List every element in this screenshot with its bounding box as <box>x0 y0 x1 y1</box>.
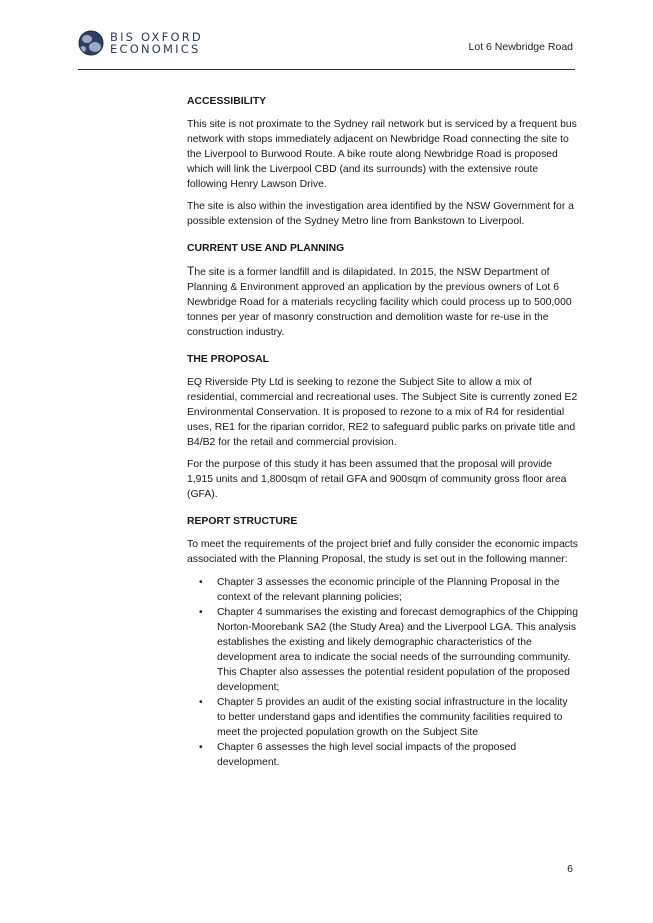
section-accessibility <box>187 95 579 229</box>
list-item <box>187 740 579 770</box>
list-item-text: Chapter 5 provides an audit of the existing social infrastructure in the locality to better understand gaps and identifies the community facilities required to meet the projected population growth on the Subject Site <box>217 697 568 738</box>
page-content <box>187 95 579 783</box>
report-structure-heading: REPORT STRUCTURE <box>187 516 298 527</box>
section-current-use <box>187 242 579 340</box>
current-use-paragraph <box>187 264 579 340</box>
header-title: Lot 6 Newbridge Road <box>468 41 573 53</box>
bullet-icon: • <box>199 697 203 708</box>
list-item-text: Chapter 6 assesses the high level social impacts of the proposed development. <box>217 742 517 768</box>
globe-logo-icon <box>78 30 104 56</box>
logo-line-2: ECONOMICS <box>110 42 201 56</box>
list-item <box>187 575 579 605</box>
list-item <box>187 695 579 740</box>
bis-oxford-logo <box>78 30 203 56</box>
proposal-heading: THE PROPOSAL <box>187 354 269 365</box>
section-proposal <box>187 353 579 502</box>
report-structure-paragraph: To meet the requirements of the project brief and fully consider the economic impacts associated with the Planning Proposal, the study is set out in the following manner: <box>187 539 578 565</box>
bullet-icon: • <box>199 607 203 618</box>
page-header <box>0 0 653 72</box>
bullet-icon: • <box>199 577 203 588</box>
page-number: 6 <box>567 863 573 875</box>
list-item-text: Chapter 4 summarises the existing and forecast demographics of the Chipping Norton-Moorebank SA2 (the Study Area) and the Liverpool LGA. This analysis establishes the existing and likely demographic characteristics of the development area to indicate the social needs of the surrounding community. This Chapter also assesses the potential resident population of the proposed development; <box>217 607 578 693</box>
current-use-heading: CURRENT USE AND PLANNING <box>187 243 345 254</box>
proposal-paragraph-1: EQ Riverside Pty Ltd is seeking to rezone the Subject Site to allow a mix of residential, commercial and recreational uses. The Subject Site is currently zoned E2 Environmental Conservation. It is proposed to rezone to a mix of R4 for residential uses, RE1 for the riparian corridor, RE2 to safeguard public parks on private title and B4/B2 for the retail and commercial provision. <box>187 377 578 448</box>
header-divider <box>78 69 575 70</box>
bullet-icon: • <box>199 742 203 753</box>
accessibility-paragraph-1: This site is not proximate to the Sydney rail network but is serviced by a frequent bus network with stops immediately adjacent on Newbridge Road connecting the site to the Liverpool to Burwood Route. A bike route along Newbridge Road is proposed which will link the Liverpool CBD (and its surrounds) with the extensive route following Henry Lawson Drive. <box>187 119 577 190</box>
list-item-text: Chapter 3 assesses the economic principle of the Planning Proposal in the context of the relevant planning policies; <box>217 577 560 603</box>
accessibility-paragraph-2: The site is also within the investigation area identified by the NSW Government for a possible extension of the Sydney Metro line from Bankstown to Liverpool. <box>187 201 574 227</box>
chapter-list <box>187 575 579 770</box>
list-item <box>187 605 579 695</box>
current-use-first-letter: T <box>187 264 195 278</box>
accessibility-heading: ACCESSIBILITY <box>187 96 267 107</box>
section-report-structure <box>187 515 579 770</box>
current-use-paragraph-text: he site is a former landfill and is dilapidated. In 2015, the NSW Department of Planning & Environment approved an application by the previous owners of Lot 6 Newbridge Road for a materials recycling facility which could process up to 500,000 tonnes per year of masonry construction and demolition waste for re-use in the construction industry. <box>187 267 572 338</box>
proposal-paragraph-2: For the purpose of this study it has been assumed that the proposal will provide 1,915 units and 1,800sqm of retail GFA and 900sqm of community gross floor area (GFA). <box>187 459 567 500</box>
logo-line-1: BIS OXFORD <box>110 30 203 44</box>
